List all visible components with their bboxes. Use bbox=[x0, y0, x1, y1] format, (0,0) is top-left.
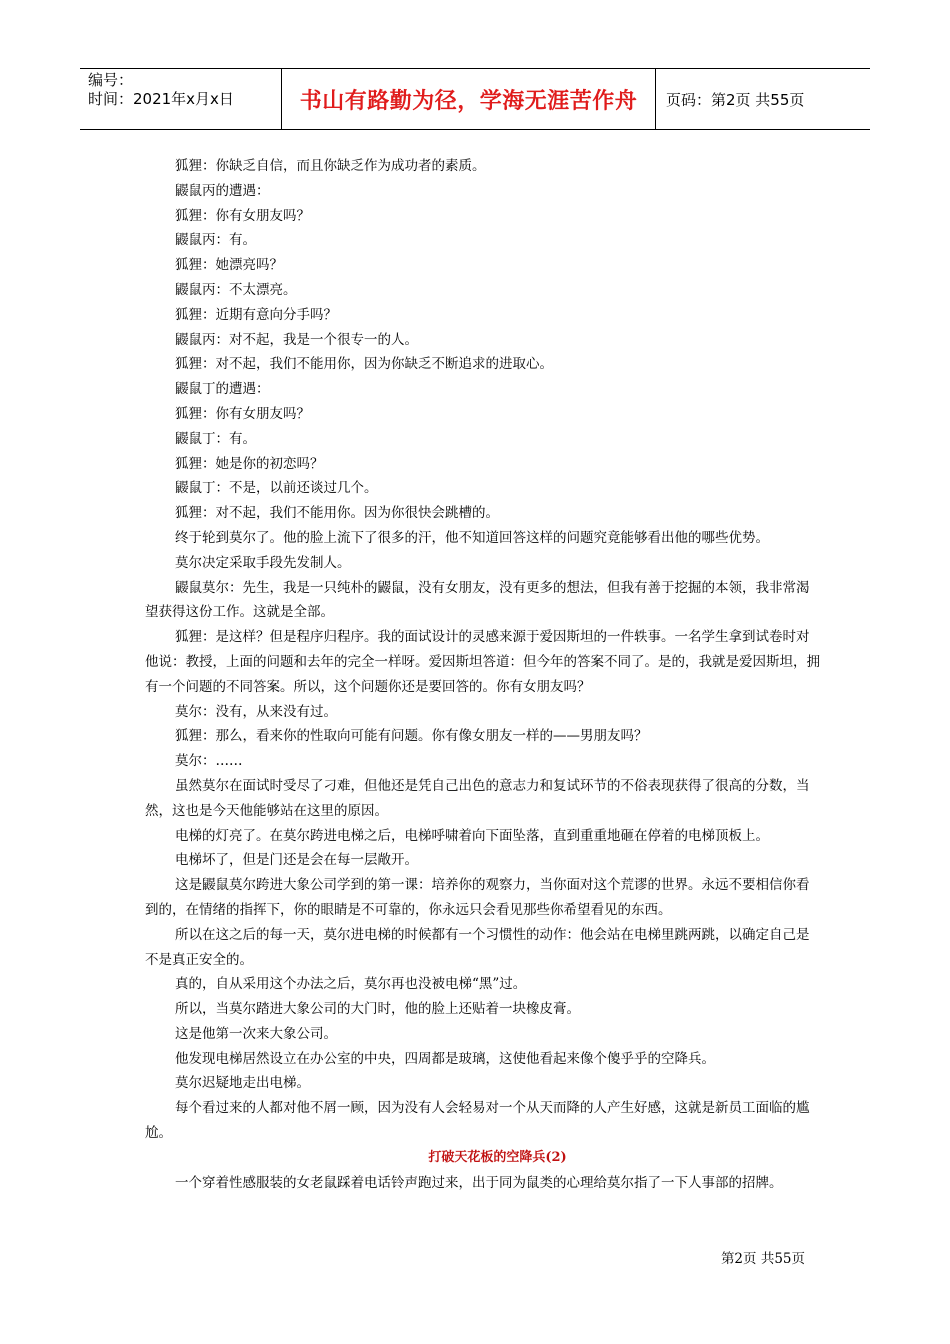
paragraph: 狐狸：对不起，我们不能用你。因为你很快会跳槽的。 bbox=[175, 505, 499, 522]
section-title: 打破天花板的空降兵(2) bbox=[428, 1149, 567, 1165]
paragraph: 这是他第一次来大象公司。 bbox=[175, 1025, 337, 1042]
document-time-label: 时间：2021年x月x日 bbox=[88, 90, 234, 108]
paragraph: 狐狸：她漂亮吗？ bbox=[175, 257, 283, 274]
paragraph: 狐狸：你有女朋友吗？ bbox=[175, 207, 310, 224]
page-footer: 第2页 共55页 bbox=[720, 1251, 805, 1267]
paragraph: 鼹鼠莫尔：先生，我是一只纯朴的鼹鼠，没有女朋友，没有更多的想法，但我有善于挖掘的本领，我非常渴望获得这份工作。这就是全部。 bbox=[145, 579, 810, 621]
header-motto: 书山有路勤为径，学海无涯苦作舟 bbox=[299, 88, 638, 114]
page-header bbox=[80, 68, 870, 130]
paragraph: 狐狸：对不起，我们不能用你，因为你缺乏不断追求的进取心。 bbox=[175, 356, 553, 373]
paragraph: 虽然莫尔在面试时受尽了刁难，但他还是凭自己出色的意志力和复试环节的不俗表现获得了很高的分数，当然，这也是今天他能够站在这里的原因。 bbox=[145, 777, 810, 819]
paragraph: 真的，自从采用这个办法之后，莫尔再也没被电梯“黑”过。 bbox=[175, 976, 527, 993]
paragraph: 电梯坏了，但是门还是会在每一层敞开。 bbox=[175, 852, 418, 869]
paragraph: 所以在这之后的每一天，莫尔进电梯的时候都有一个习惯性的动作：他会站在电梯里跳两跳，以确定自己是不是真正安全的。 bbox=[145, 926, 810, 968]
paragraph: 每个看过来的人都对他不屑一顾，因为没有人会轻易对一个从天而降的人产生好感，这就是新员工面临的尴尬。 bbox=[145, 1100, 810, 1142]
paragraph: 鼹鼠丁：不是，以前还谈过几个。 bbox=[175, 480, 378, 497]
header-motto-cell bbox=[282, 69, 656, 129]
paragraph: 狐狸：你有女朋友吗？ bbox=[175, 405, 310, 422]
paragraph: 所以，当莫尔踏进大象公司的大门时，他的脸上还贴着一块橡皮膏。 bbox=[175, 1001, 580, 1018]
header-meta bbox=[80, 69, 282, 129]
paragraph: 莫尔迟疑地走出电梯。 bbox=[175, 1075, 310, 1092]
paragraph: 电梯的灯亮了。在莫尔跨进电梯之后，电梯呼啸着向下面坠落，直到重重地砸在停着的电梯顶板上。 bbox=[175, 827, 769, 844]
paragraph: 狐狸：她是你的初恋吗？ bbox=[175, 455, 324, 472]
paragraph: 鼹鼠丙：有。 bbox=[175, 232, 256, 249]
paragraph: 莫尔：…… bbox=[175, 753, 243, 770]
paragraph: 鼹鼠丙：对不起，我是一个很专一的人。 bbox=[175, 331, 418, 348]
paragraph: 终于轮到莫尔了。他的脸上流下了很多的汗，他不知道回答这样的问题究竟能够看出他的哪些优势。 bbox=[175, 529, 769, 546]
header-page-cell bbox=[656, 69, 870, 129]
paragraph: 莫尔决定采取手段先发制人。 bbox=[175, 554, 351, 571]
paragraph: 狐狸：你缺乏自信，而且你缺乏作为成功者的素质。 bbox=[175, 158, 486, 174]
header-page-info: 页码：第2页 共55页 bbox=[666, 90, 805, 109]
paragraph: 鼹鼠丙的遭遇： bbox=[175, 182, 270, 199]
paragraph: 他发现电梯居然设立在办公室的中央，四周都是玻璃，这使他看起来像个傻乎乎的空降兵。 bbox=[175, 1050, 715, 1067]
paragraph: 狐狸：近期有意向分手吗？ bbox=[175, 306, 337, 323]
paragraph: 狐狸：那么，看来你的性取向可能有问题。你有像女朋友一样的——男朋友吗？ bbox=[175, 728, 648, 745]
paragraph: 鼹鼠丙：不太漂亮。 bbox=[175, 281, 297, 298]
paragraph: 一个穿着性感服装的女老鼠踩着电话铃声跑过来，出于同为鼠类的心理给莫尔指了一下人事部的招牌。 bbox=[175, 1174, 783, 1191]
paragraph: 鼹鼠丁的遭遇： bbox=[175, 381, 270, 398]
paragraph: 鼹鼠丁：有。 bbox=[175, 430, 256, 447]
document-number-label: 编号： bbox=[88, 71, 134, 89]
paragraph: 莫尔：没有，从来没有过。 bbox=[175, 703, 337, 720]
paragraph: 这是鼹鼠莫尔跨进大象公司学到的第一课：培养你的观察力，当你面对这个荒谬的世界。永远不要相信你看到的，在情绪的指挥下，你的眼睛是不可靠的，你永远只会看见那些你希望看见的东西。 bbox=[145, 877, 810, 918]
paragraph: 狐狸：是这样？但是程序归程序。我的面试设计的灵感来源于爱因斯坦的一件轶事。一名学生拿到试卷时对他说：教授，上面的问题和去年的完全一样呀。爱因斯坦答道：但今年的答案不同了。是的，我就是爱因斯坦，拥有一个问题的不同答案。所以，这个问题你还是要回答的。你有女朋友吗？ bbox=[145, 629, 820, 695]
document-body bbox=[145, 154, 820, 1195]
